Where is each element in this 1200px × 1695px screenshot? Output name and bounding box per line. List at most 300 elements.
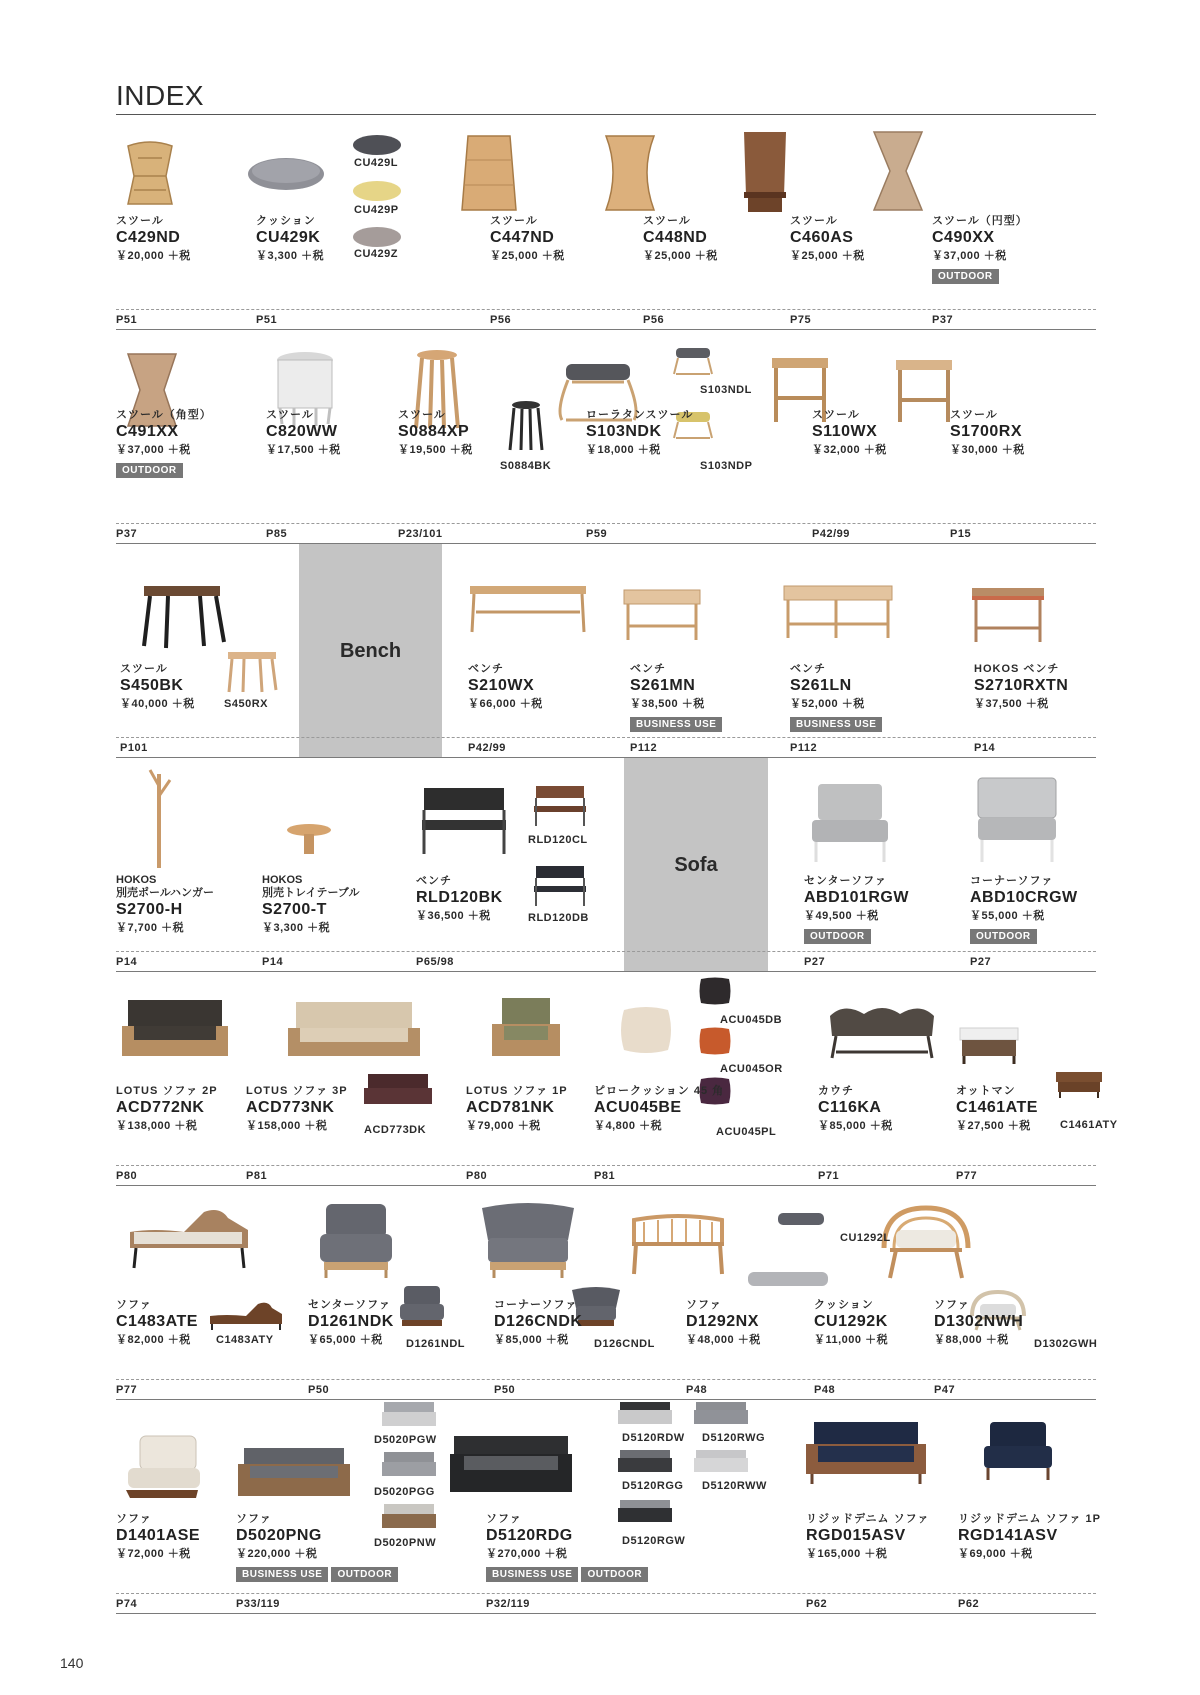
row-stools-2 [116,330,1096,544]
product-c448nd[interactable] [643,214,718,264]
product-code: RGD015ASV [806,1527,906,1544]
product-price: ￥37,000 ＋税 [932,250,1007,262]
brand-label: HOKOS [116,874,157,886]
product-price: ￥19,500 ＋税 [398,444,473,456]
variant-code: ACU045PL [716,1126,777,1138]
product-cu1292k[interactable] [814,1298,888,1348]
product-code: D5020PNG [236,1527,322,1544]
product-code: D126CNDK [494,1313,583,1330]
product-abd10crgw[interactable] [970,874,1078,944]
variant-code: S103NDP [700,460,753,472]
dotted-divider [116,737,1096,738]
category-label: ベンチ [790,663,826,675]
cushion-variant-grey-image [670,346,716,376]
denim-1p-sofa-image [980,1418,1056,1482]
product-c447nd[interactable] [490,214,565,264]
low-sofa-image [120,1432,204,1502]
index-title: INDEX [116,80,205,111]
sofa-variant-rgg-image [616,1448,674,1476]
cushion-swatch-taupe [352,226,402,248]
product-price: ￥11,000 ＋税 [814,1334,889,1346]
product-s1700rx[interactable] [950,408,1025,458]
round-outdoor-stool-image [868,126,928,216]
product-s110wx[interactable] [812,408,887,458]
page-reference[interactable]: P27 [970,956,992,968]
product-price: ￥49,500 ＋税 [804,910,879,922]
sofa-variant-rwg-image [692,1400,750,1428]
product-code: C820WW [266,423,338,440]
product-code: ACD772NK [116,1099,205,1116]
black-bench-image [416,784,512,856]
product-code: C1461ATE [956,1099,1038,1116]
page-reference[interactable]: P112 [630,742,658,754]
row-sofas-1 [116,972,1118,1186]
product-price: ￥270,000 ＋税 [486,1548,568,1560]
product-acu045be[interactable] [594,1084,724,1134]
chaise-sofa-image [124,1202,254,1272]
category-label: ソファ [934,1299,970,1311]
product-c1461ate[interactable] [956,1084,1038,1134]
page-reference[interactable]: P37 [116,528,138,540]
cushion-swatch-yellow [352,180,402,202]
product-price: ￥36,500 ＋税 [416,910,491,922]
row-stools-1 [116,116,1096,330]
category-label: センターソファ [804,875,887,887]
page-reference[interactable]: P65/98 [416,956,454,968]
product-c116ka[interactable] [818,1084,893,1134]
product-acd781nk[interactable] [466,1084,568,1134]
product-price: ￥40,000 ＋税 [120,698,195,710]
category-label: 別売トレイテーブル [262,887,360,899]
business-use-badge: BUSINESS USE [236,1567,328,1582]
black-wicker-sofa-image [446,1432,576,1498]
row-benches [116,544,1096,758]
dotted-divider [116,1165,1096,1166]
product-price: ￥30,000 ＋税 [950,444,1025,456]
product-code: CU429K [256,229,321,246]
category-label: ソファ [116,1299,152,1311]
pillow-swatch-navy [698,976,732,1006]
hourglass-rattan-stool-image [600,130,660,214]
page-reference[interactable]: P81 [594,1170,616,1182]
product-code: S2710RXTN [974,677,1069,694]
product-s0884xp[interactable] [398,408,473,458]
business-use-badge: BUSINESS USE [630,717,722,732]
category-label: ソファ [486,1513,522,1525]
product-code: ABD10CRGW [970,889,1078,906]
category-label: スツール [490,215,538,227]
variant-code: D5020PGW [374,1434,437,1446]
product-code: C448ND [643,229,708,246]
product-price: ￥27,500 ＋税 [956,1120,1031,1132]
page-reference[interactable]: P51 [116,314,138,326]
category-label: ソファ [116,1513,152,1525]
variant-code: D5120RWG [702,1432,766,1444]
cushion-l-image [776,1210,826,1228]
product-code: C1483ATE [116,1313,198,1330]
center-sofa-variant-image [398,1284,446,1330]
product-code: S0884XP [398,423,470,440]
variant-code: S0884BK [500,460,552,472]
row-sofas-3 [116,1400,1101,1614]
sofa-variant-pgw-image [380,1400,438,1430]
product-d1292nx[interactable] [686,1298,761,1348]
round-cushion-image [246,156,326,192]
product-s103ndk[interactable] [586,408,693,458]
row-divider [116,1613,1096,1614]
page-reference[interactable]: P59 [586,528,608,540]
product-d5120rdg[interactable] [486,1512,651,1582]
variant-code: CU429L [354,157,398,169]
variant-code: S103NDL [700,384,752,396]
page-reference[interactable]: P14 [116,956,138,968]
product-price: ￥4,800 ＋税 [594,1120,663,1132]
product-price: ￥52,000 ＋税 [790,698,865,710]
variant-code: D1302GWH [1034,1338,1098,1350]
section-label: Bench [339,639,402,662]
product-d1401ase[interactable] [116,1512,200,1562]
variant-code: RLD120CL [528,834,588,846]
dotted-divider [116,1593,1096,1594]
cushion-swatch-dark [352,134,402,156]
page-reference[interactable]: P50 [308,1384,330,1396]
natural-stool-variant-image [224,648,280,694]
product-s210wx[interactable] [468,662,543,712]
product-code: D1292NX [686,1313,759,1330]
category-label: ソファ [236,1513,272,1525]
product-code: S2700-T [262,901,327,918]
business-use-badge: BUSINESS USE [486,1567,578,1582]
product-rld120bk[interactable] [416,874,503,924]
product-code: ACD781NK [466,1099,555,1116]
page-reference[interactable]: P62 [958,1598,980,1610]
product-c460as[interactable] [790,214,865,264]
product-code: S261MN [630,677,696,694]
sofa-section-header [624,758,768,972]
product-price: ￥38,500 ＋税 [630,698,705,710]
page-reference[interactable]: P85 [266,528,288,540]
variant-code: ACU045DB [720,1014,783,1026]
category-label: ベンチ [416,875,452,887]
product-c429nd[interactable] [116,214,191,264]
dotted-divider [116,951,1096,952]
product-price: ￥66,000 ＋税 [468,698,543,710]
product-code: S2700-H [116,901,183,918]
page-reference[interactable]: P15 [950,528,972,540]
product-code: S210WX [468,677,535,694]
product-price: ￥37,500 ＋税 [974,698,1049,710]
page-reference[interactable]: P32/119 [486,1598,530,1610]
category-label: スツール [812,409,860,421]
page-reference[interactable]: P80 [466,1170,488,1182]
variant-code: D5120RWW [702,1480,767,1492]
product-code: RLD120BK [416,889,503,906]
outdoor-badge: OUTDOOR [970,929,1037,944]
product-price: ￥32,000 ＋税 [812,444,887,456]
row-sofa-start [116,758,1096,972]
product-code: S1700RX [950,423,1022,440]
category-label: ローラタンスツール [586,409,694,421]
navy-bench-variant-image [530,864,590,908]
section-label: Sofa [674,853,718,876]
product-s2700-t[interactable] [262,874,359,936]
product-price: ￥55,000 ＋税 [970,910,1045,922]
rattan-stool-image [120,138,180,208]
category-label: クッション [814,1299,874,1311]
product-code: S261LN [790,677,852,694]
variant-code: D5020PGG [374,1486,435,1498]
page-reference[interactable]: P48 [814,1384,836,1396]
product-s261ln[interactable] [790,662,885,732]
category-label: コーナーソファ [970,875,1054,887]
category-label: リジッドデニム ソファ [806,1513,930,1525]
center-sofa-image [316,1200,396,1280]
sofa-variant-rww-image [692,1448,750,1476]
product-price: ￥25,000 ＋税 [490,250,565,262]
variant-code: D1261NDL [406,1338,466,1350]
product-code: D1401ASE [116,1527,201,1544]
product-s2710rxtn[interactable] [974,662,1068,712]
variant-code: D5020PNW [374,1537,437,1549]
category-label: スツール（角型） [116,409,212,421]
hokos-bench-image [968,584,1048,644]
product-code: C490XX [932,229,995,246]
pillow-swatch-orange [698,1026,732,1056]
product-acd773nk[interactable] [246,1084,348,1134]
category-label: スツール [950,409,998,421]
lotus-2p-sofa-image [118,996,232,1062]
product-code: D5120RDG [486,1527,573,1544]
variant-code: ACD773DK [364,1124,427,1136]
category-label: センターソファ [308,1299,391,1311]
product-code: S450BK [120,677,184,694]
product-price: ￥48,000 ＋税 [686,1334,761,1346]
product-price: ￥82,000 ＋税 [116,1334,191,1346]
denim-sofa-image [802,1418,930,1486]
woven-stool-image [456,130,522,214]
category-label: ベンチ [630,663,666,675]
product-price: ￥158,000 ＋税 [246,1120,328,1132]
business-use-badge: BUSINESS USE [790,717,882,732]
brand-label: HOKOS [262,874,303,886]
category-label: ベンチ [468,663,504,675]
product-code: ACU045BE [594,1099,682,1116]
chaise-variant-image [206,1300,286,1332]
product-price: ￥88,000 ＋税 [934,1334,1009,1346]
cushion-k-image [746,1268,830,1290]
category-label: リジッドデニム ソファ 1P [958,1513,1101,1525]
category-label: ピロークッション 45 角 [594,1085,725,1097]
outdoor-badge: OUTDOOR [116,463,183,478]
category-label: LOTUS ソファ 2P [116,1085,218,1097]
page-reference[interactable]: P23/101 [398,528,443,540]
category-label: LOTUS ソファ 3P [246,1085,348,1097]
product-cu429k[interactable] [256,214,324,264]
product-code: C429ND [116,229,181,246]
product-code: C116KA [818,1099,882,1116]
row-sofas-2 [116,1186,1096,1400]
page-reference[interactable]: P48 [686,1384,708,1396]
page-reference[interactable]: P42/99 [468,742,506,754]
product-code: S110WX [812,423,878,440]
black-stool-image [508,400,544,452]
page-reference[interactable]: P56 [643,314,665,326]
category-label: HOKOS ベンチ [974,663,1060,675]
product-price: ￥220,000 ＋税 [236,1548,318,1560]
product-price: ￥3,300 ＋税 [256,250,325,262]
center-outdoor-sofa-image [808,780,892,864]
page-reference[interactable]: P81 [246,1170,268,1182]
bench-section-header [299,544,442,758]
product-d126cndk[interactable] [494,1298,582,1348]
product-price: ￥165,000 ＋税 [806,1548,888,1560]
page-reference[interactable]: P33/119 [236,1598,280,1610]
variant-code: D5120RDW [622,1432,685,1444]
product-code: RGD141ASV [958,1527,1058,1544]
product-price: ￥72,000 ＋税 [116,1548,191,1560]
rope-seat-stool-image [892,354,956,424]
page-reference[interactable]: P80 [116,1170,138,1182]
sofa-variant-pgg-image [380,1450,438,1480]
category-label: スツール [266,409,314,421]
pole-hanger-image [144,766,174,870]
brown-bench-variant-image [530,784,590,828]
product-c1483ate[interactable] [116,1298,198,1348]
grey-outdoor-sofa-image [234,1444,354,1502]
category-label: スツール [116,215,164,227]
couch-image [824,1002,940,1060]
category-label: オットマン [956,1085,1016,1097]
product-c491xx[interactable] [116,408,212,478]
page-reference[interactable]: P71 [818,1170,840,1182]
outdoor-badge: OUTDOOR [331,1567,398,1582]
product-acd772nk[interactable] [116,1084,218,1134]
product-abd101rgw[interactable] [804,874,909,944]
product-price: ￥85,000 ＋税 [494,1334,569,1346]
rattan-loveseat-image [628,1212,728,1276]
dotted-divider [116,309,1096,310]
sofa-variant-dark-image [362,1072,434,1108]
product-price: ￥69,000 ＋税 [958,1548,1033,1560]
black-frame-stool-image [138,580,228,650]
page-reference[interactable]: P56 [490,314,512,326]
page-reference[interactable]: P27 [804,956,826,968]
pillow-cushion-image [618,1004,674,1056]
page-reference[interactable]: P50 [494,1384,516,1396]
product-price: ￥20,000 ＋税 [116,250,191,262]
product-code: C460AS [790,229,854,246]
page-reference[interactable]: P14 [974,742,996,754]
product-d1302nwh[interactable] [934,1298,1023,1348]
round-rattan-sofa-image [876,1204,976,1280]
product-price: ￥3,300 ＋税 [262,922,331,934]
variant-code: D5120RGW [622,1535,686,1547]
variant-code: CU429Z [354,248,398,260]
product-price: ￥17,500 ＋税 [266,444,341,456]
variant-code: C1483ATY [216,1334,274,1346]
dotted-divider [116,1379,1096,1380]
product-price: ￥18,000 ＋税 [586,444,661,456]
product-code: S103NDK [586,423,662,440]
variant-code: CU1292L [840,1232,891,1244]
product-s261mn[interactable] [630,662,725,732]
page-reference[interactable]: P101 [120,742,148,754]
product-code: ABD101RGW [804,889,909,906]
variant-code: D126CNDL [594,1338,655,1350]
category-label: スツール [643,215,691,227]
page-reference[interactable]: P51 [256,314,278,326]
product-code: C491XX [116,423,179,440]
category-label: カウチ [818,1085,854,1097]
page-reference[interactable]: P77 [956,1170,978,1182]
woven-bench-medium-image [620,586,704,642]
dotted-divider [116,523,1096,524]
product-rgd141asv[interactable] [958,1512,1101,1562]
page-number: 140 [60,1655,84,1671]
tray-table-image [284,822,334,856]
category-label: スツール [120,663,168,675]
page-reference[interactable]: P74 [116,1598,138,1610]
product-price: ￥7,700 ＋税 [116,922,185,934]
corner-outdoor-sofa-image [972,774,1062,864]
category-label: 別売ポールハンガー [116,887,215,899]
ottoman-image [956,1024,1022,1066]
page-reference[interactable]: P112 [790,742,818,754]
page-reference[interactable]: P37 [932,314,954,326]
outdoor-badge: OUTDOOR [581,1567,648,1582]
variant-code: CU429P [354,204,399,216]
product-c490xx[interactable] [932,214,1028,284]
variant-code: C1461ATY [1060,1119,1118,1131]
product-price: ￥25,000 ＋税 [643,250,718,262]
product-code: D1302NWH [934,1313,1024,1330]
variant-code: D5120RGG [622,1480,684,1492]
product-d1261ndk[interactable] [308,1298,394,1348]
page-reference[interactable]: P75 [790,314,812,326]
page-reference[interactable]: P14 [262,956,284,968]
product-price: ￥138,000 ＋税 [116,1120,198,1132]
product-s450bk[interactable] [120,662,195,712]
outdoor-badge: OUTDOOR [804,929,871,944]
page-reference[interactable]: P62 [806,1598,828,1610]
woven-bench-long-image [780,582,896,640]
variant-code: S450RX [224,698,268,710]
page-reference[interactable]: P47 [934,1384,956,1396]
title-divider [116,114,1096,115]
ottoman-variant-image [1054,1070,1104,1100]
category-label: スツール（円型） [932,215,1028,227]
product-price: ￥65,000 ＋税 [308,1334,383,1346]
product-code: D1261NDK [308,1313,394,1330]
product-c820ww[interactable] [266,408,341,458]
product-price: ￥85,000 ＋税 [818,1120,893,1132]
wood-drum-stool-image [738,126,792,216]
sofa-variant-rdw-image [616,1400,674,1428]
product-price: ￥25,000 ＋税 [790,250,865,262]
corner-sofa-image [476,1200,580,1280]
product-code: CU1292K [814,1313,888,1330]
page-reference[interactable]: P42/99 [812,528,850,540]
outdoor-badge: OUTDOOR [932,269,999,284]
category-label: クッション [256,215,316,227]
lotus-1p-sofa-image [488,994,564,1064]
long-wood-bench-image [466,582,590,634]
product-s2700-h[interactable] [116,874,214,936]
category-label: LOTUS ソファ 1P [466,1085,568,1097]
product-rgd015asv[interactable] [806,1512,929,1562]
page-reference[interactable]: P77 [116,1384,138,1396]
category-label: スツール [790,215,838,227]
